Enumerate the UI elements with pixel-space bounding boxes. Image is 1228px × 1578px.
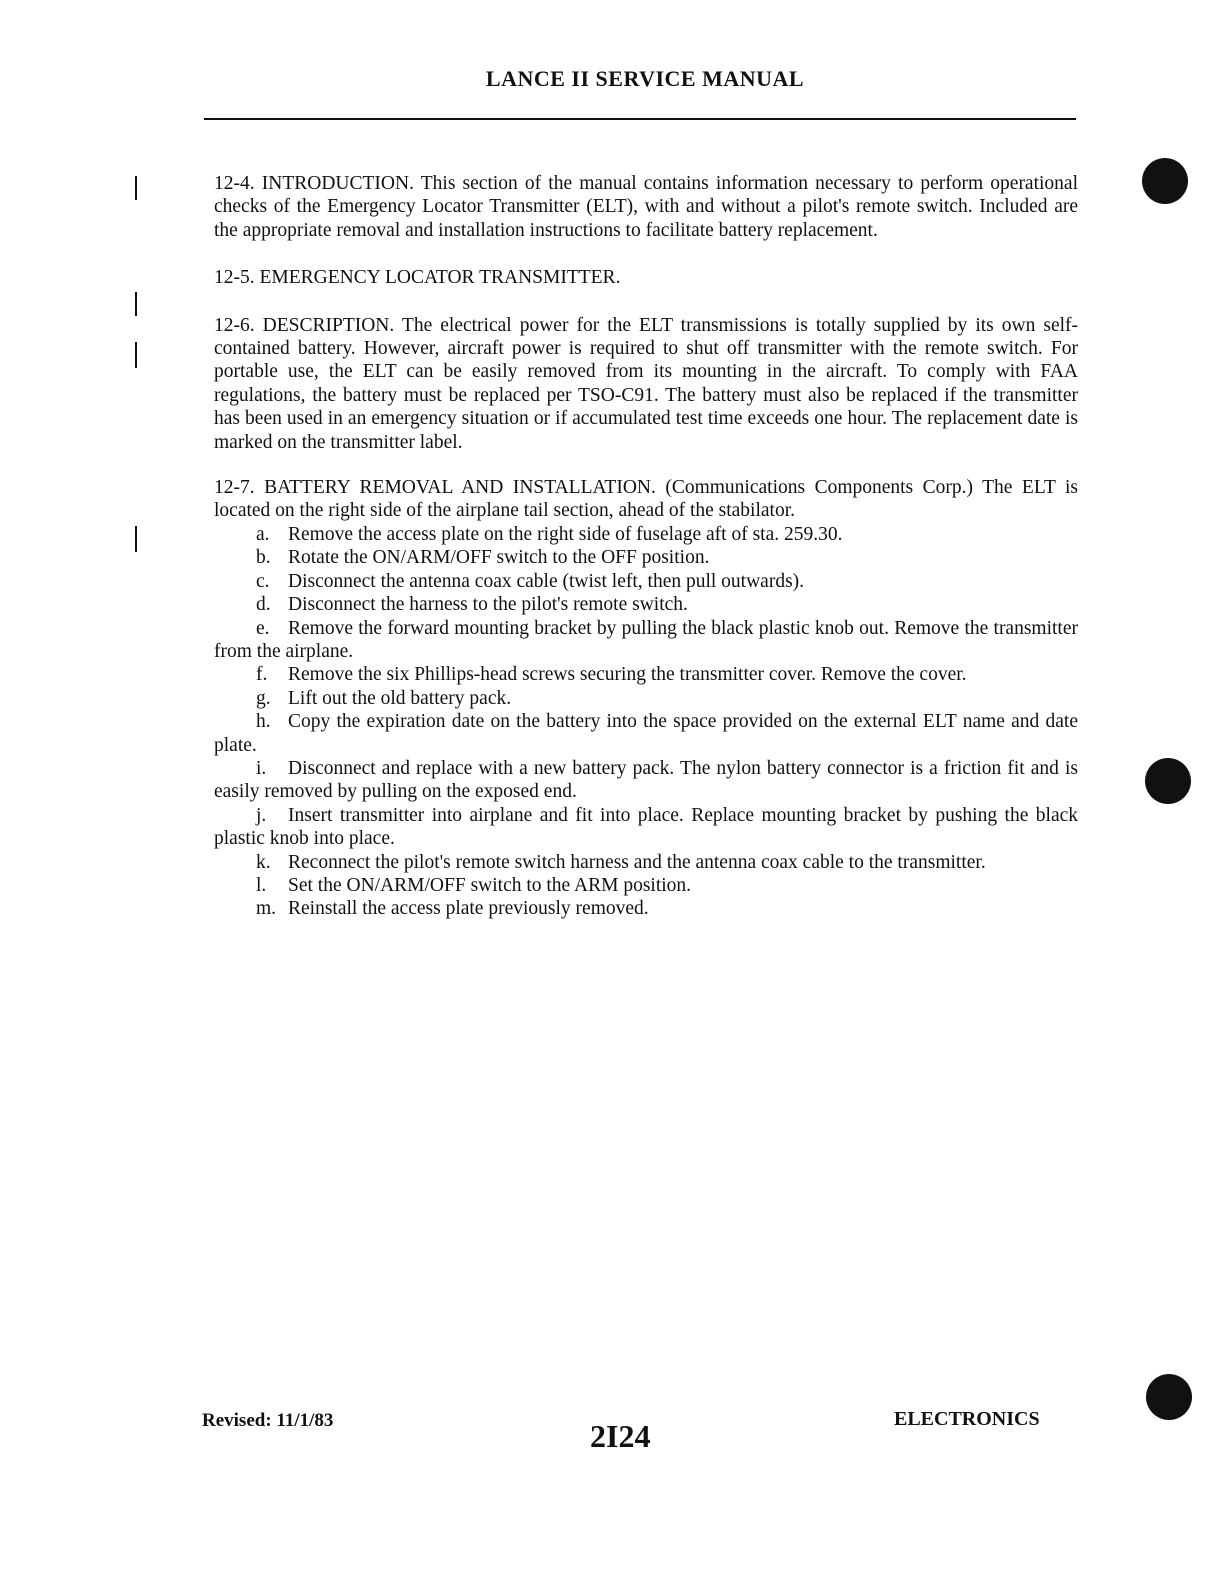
step-text: Insert transmitter into airplane and fit into place. Replace mounting bracket by pushing the black plastic knob into place. bbox=[214, 804, 1078, 850]
page-content bbox=[214, 172, 1078, 921]
binder-hole-bottom bbox=[1146, 1374, 1192, 1420]
description-paragraph: 12-6. DESCRIPTION. The electrical power for the ELT transmissions is totally supplied by its own self-contained battery. However, aircraft power is required to shut off transmitter with the remote switch. For portable use, the ELT can be easily removed from its mounting in the aircraft. To comply with FAA regulations, the battery must be replaced per TSO-C91. The battery must also be replaced if the transmitter has been used in an emergency situation or if accumulated test time exceeds one hour. The replacement date is marked on the transmitter label. bbox=[214, 314, 1078, 453]
footer-page-number: 2I24 bbox=[590, 1418, 651, 1454]
footer-revised-date: Revised: 11/1/83 bbox=[202, 1410, 334, 1431]
revision-bar-description bbox=[135, 342, 137, 368]
battery-paragraph: 12-7. BATTERY REMOVAL AND INSTALLATION. (Communications Components Corp.) The ELT is located on the right side of the airplane tail section, ahead of the stabilator. bbox=[214, 477, 1078, 522]
step-label: m. bbox=[256, 898, 277, 920]
step-e bbox=[214, 617, 1078, 664]
step-j bbox=[214, 804, 1078, 851]
step-label: h. bbox=[256, 711, 271, 733]
step-text: Rotate the ON/ARM/OFF switch to the OFF position. bbox=[288, 547, 710, 569]
step-text: Lift out the old battery pack. bbox=[288, 687, 512, 709]
step-text: Remove the access plate on the right side of fuselage aft of sta. 259.30. bbox=[288, 523, 843, 545]
binder-hole-middle bbox=[1145, 758, 1191, 804]
step-f bbox=[214, 663, 1078, 686]
step-m bbox=[214, 897, 1078, 920]
step-i bbox=[214, 757, 1078, 804]
step-text: Disconnect the harness to the pilot's remote switch. bbox=[288, 594, 688, 616]
step-label: j. bbox=[256, 804, 267, 826]
elt-heading: 12-5. EMERGENCY LOCATOR TRANSMITTER. bbox=[214, 267, 621, 289]
step-b bbox=[214, 546, 1078, 569]
step-label: f. bbox=[256, 664, 268, 686]
step-label: e. bbox=[256, 617, 270, 639]
step-text: Set the ON/ARM/OFF switch to the ARM position. bbox=[288, 874, 692, 896]
step-h bbox=[214, 710, 1078, 757]
step-label: l. bbox=[256, 874, 267, 896]
step-text: Disconnect and replace with a new battery pack. The nylon battery connector is a friction fit and is easily removed by pulling on the exposed end. bbox=[214, 757, 1078, 803]
revision-bar-elt bbox=[135, 292, 137, 316]
step-text: Copy the expiration date on the battery into the space provided on the external ELT name and date plate. bbox=[214, 711, 1078, 756]
revision-bar-intro bbox=[135, 176, 137, 200]
step-text: Reinstall the access plate previously removed. bbox=[288, 898, 649, 920]
step-label: a. bbox=[256, 523, 270, 545]
step-text: Remove the six Phillips-head screws securing the transmitter cover. Remove the cover. bbox=[288, 664, 967, 686]
header-rule bbox=[204, 118, 1076, 120]
step-text: Disconnect the antenna coax cable (twist left, then pull outwards). bbox=[288, 570, 805, 592]
step-k bbox=[214, 851, 1078, 874]
header-title: LANCE II SERVICE MANUAL bbox=[485, 66, 805, 91]
revision-bar-battery bbox=[135, 526, 137, 552]
step-label: d. bbox=[256, 594, 271, 616]
step-text: Reconnect the pilot's remote switch harness and the antenna coax cable to the transmitter. bbox=[288, 851, 986, 873]
step-l bbox=[214, 874, 1078, 897]
step-text: Remove the forward mounting bracket by pulling the black plastic knob out. Remove the transmitter from the airplane. bbox=[214, 617, 1078, 662]
footer-section-name: ELECTRONICS bbox=[894, 1408, 1040, 1430]
step-label: g. bbox=[256, 687, 271, 709]
step-g bbox=[214, 687, 1078, 710]
binder-hole-top bbox=[1142, 158, 1188, 204]
step-a bbox=[214, 523, 1078, 546]
step-label: i. bbox=[256, 757, 267, 779]
step-c bbox=[214, 570, 1078, 593]
step-label: b. bbox=[256, 547, 271, 569]
step-d bbox=[214, 593, 1078, 616]
step-label: k. bbox=[256, 851, 271, 873]
intro-paragraph: 12-4. INTRODUCTION. This section of the manual contains information necessary to perform operational checks of the Emergency Locator Transmitter (ELT), with and without a pilot's remote switch. Included are the appropriate removal and installation instructions to facilitate battery replacement. bbox=[214, 173, 1078, 241]
step-label: c. bbox=[256, 570, 270, 592]
